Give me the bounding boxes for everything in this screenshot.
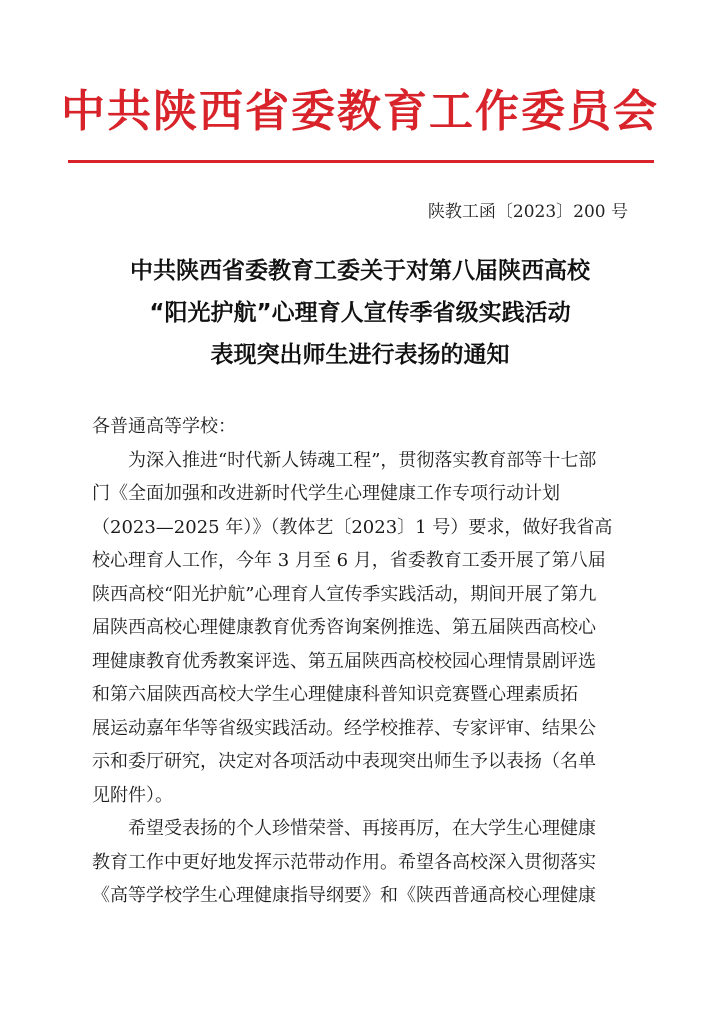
document-number: 陕教工函〔2023〕200 号 (427, 202, 628, 222)
text-line: 《高等学校学生心理健康指导纲要》和《陕西普通高校心理健康 (92, 885, 596, 906)
title-line: 中共陕西省委教育工委关于对第八届陕西高校 (130, 258, 590, 284)
text-line: 见附件）。 (92, 784, 173, 806)
text-line: 和第六届陕西高校大学生心理健康科普知识竞赛暨心理素质拓 (92, 684, 578, 705)
text-line: 门《全面加强和改进新时代学生心理健康工作专项行动计划 (92, 483, 560, 504)
document-body (92, 410, 644, 913)
text-line: 示和委厅研究，决定对各项活动中表现突出师生予以表扬（名单 (92, 751, 596, 772)
title-line: “阳光护航”心理育人宣传季省级实践活动 (149, 300, 571, 326)
paragraph-1 (92, 444, 644, 813)
text-line: 理健康教育优秀教案评选、第五届陕西高校校园心理情景剧评选 (92, 650, 596, 672)
salutation: 各普通高等学校： (92, 416, 236, 437)
text-line: 陕西高校“阳光护航”心理育人宣传季实践活动，期间开展了第九 (92, 583, 597, 605)
text-line: 校心理育人工作，今年 3 月至 6 月，省委教育工委开展了第八届 (92, 550, 606, 571)
text-line: 教育工作中更好地发挥示范带动作用。希望各高校深入贯彻落实 (92, 851, 596, 873)
text-line: 届陕西高校心理健康教育优秀咨询案例推选、第五届陕西高校心 (92, 617, 596, 638)
text-line: 为深入推进“时代新人铸魂工程”，贯彻落实教育部等十七部 (128, 449, 597, 471)
title-line: 表现突出师生进行表扬的通知 (210, 342, 510, 368)
text-line: 展运动嘉年华等省级实践活动。经学校推荐、专家评审、结果公 (92, 717, 596, 739)
issuer-masthead: 中共陕西省委教育工作委员会 (61, 86, 659, 137)
red-divider-rule (68, 160, 654, 163)
document-title (60, 250, 660, 376)
text-line: 希望受表扬的个人珍惜荣誉、再接再厉，在大学生心理健康 (128, 818, 596, 839)
text-line: （2023—2025 年）》（教体艺〔2023〕1 号）要求，做好我省高 (92, 516, 613, 538)
paragraph-2 (92, 812, 644, 913)
